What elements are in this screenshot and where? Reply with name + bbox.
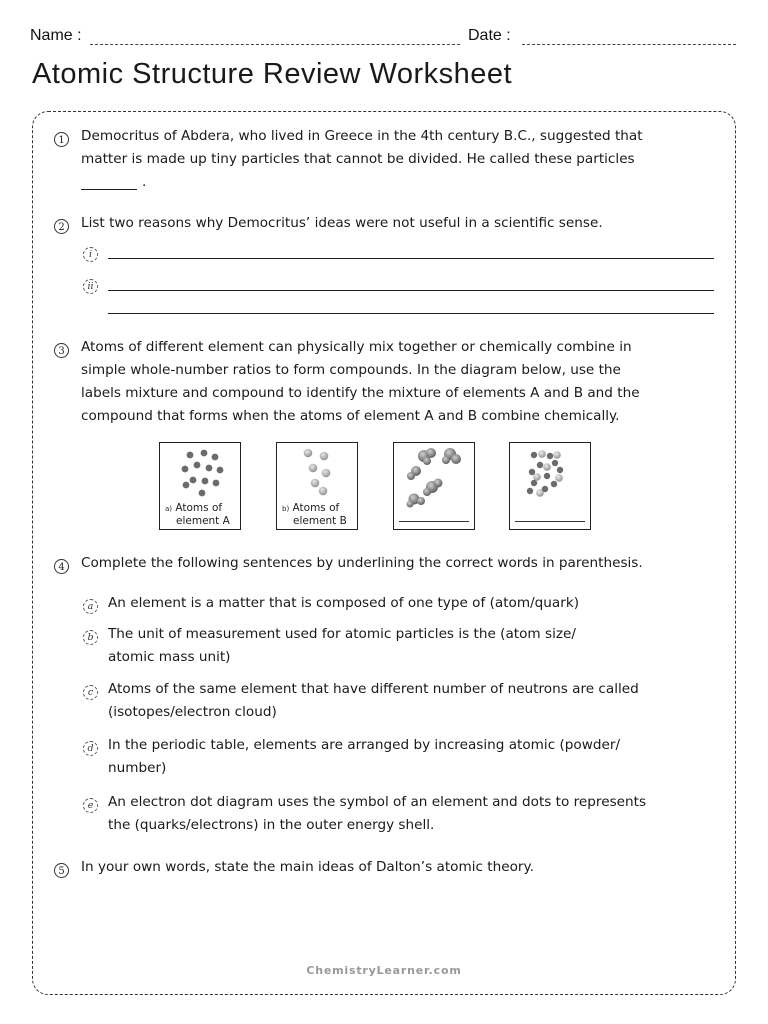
mixture-atoms — [510, 443, 590, 503]
question-4-letter-d: d — [83, 741, 98, 756]
page-title: Atomic Structure Review Worksheet — [32, 58, 513, 90]
question-1-blank-period: . — [142, 174, 147, 190]
question-4-letter-c: c — [83, 685, 98, 700]
footer-credit: ChemistryLearner.com — [306, 964, 462, 977]
date-label: Date : — [468, 27, 511, 44]
question-4e-line-2[interactable]: the (quarks/electrons) in the outer energy shell. — [108, 817, 435, 833]
question-3-line-3: labels mixture and compound to identify the mixture of elements A and B and the — [81, 385, 640, 401]
question-1-line-1: Democritus of Abdera, who lived in Greece in the 4th century B.C., suggested that — [81, 128, 643, 144]
question-4-number: 4 — [54, 559, 69, 574]
element-a-caption-line-2: element A — [176, 515, 230, 527]
question-2-answer-line-3[interactable] — [108, 313, 714, 314]
question-5-text: In your own words, state the main ideas of Dalton’s atomic theory. — [81, 859, 534, 875]
question-2-answer-line-1[interactable] — [108, 258, 714, 259]
question-1-number: 1 — [54, 132, 69, 147]
element-b-caption-line-1: b) Atoms of — [282, 502, 340, 514]
question-4b-line-1[interactable]: The unit of measurement used for atomic particles is the (atom size/ — [108, 626, 576, 642]
diagram-box-element-a — [159, 442, 241, 530]
compound-label-blank[interactable] — [399, 521, 469, 522]
question-4b-line-2[interactable]: atomic mass unit) — [108, 649, 231, 665]
question-4-letter-b: b — [83, 630, 98, 645]
compound-molecules — [394, 443, 474, 513]
question-5-number: 5 — [54, 863, 69, 878]
question-2-sub-i: i — [83, 247, 98, 262]
question-2-answer-line-2[interactable] — [108, 290, 714, 291]
question-4-text: Complete the following sentences by underlining the correct words in parenthesis. — [81, 555, 643, 571]
question-4e-line-1[interactable]: An electron dot diagram uses the symbol of an element and dots to represents — [108, 794, 647, 810]
diagram-box-element-b — [276, 442, 358, 530]
diagram-box-compound — [393, 442, 475, 530]
element-b-atoms — [277, 443, 357, 503]
question-1-line-2: matter is made up tiny particles that cannot be divided. He called these particles — [81, 151, 635, 167]
question-1-answer-blank[interactable] — [81, 189, 137, 190]
question-4-letter-a: a — [83, 599, 98, 614]
question-3-line-1: Atoms of different element can physically mix together or chemically combine in — [81, 339, 632, 355]
mixture-label-blank[interactable] — [515, 521, 585, 522]
question-2-sub-ii: ii — [83, 279, 98, 294]
question-2-number: 2 — [54, 219, 69, 234]
diagram-box-mixture — [509, 442, 591, 530]
date-field[interactable] — [522, 44, 736, 45]
question-4d-line-1[interactable]: In the periodic table, elements are arranged by increasing atomic (powder/ — [108, 737, 621, 753]
question-4c-line-2[interactable]: (isotopes/electron cloud) — [108, 704, 277, 720]
name-field[interactable] — [90, 44, 460, 45]
name-label: Name : — [30, 27, 82, 44]
question-4c-line-1[interactable]: Atoms of the same element that have different number of neutrons are called — [108, 681, 639, 697]
question-2-text: List two reasons why Democritus’ ideas were not useful in a scientific sense. — [81, 215, 603, 231]
element-a-atoms — [160, 443, 240, 503]
question-3-number: 3 — [54, 343, 69, 358]
question-3-line-2: simple whole-number ratios to form compounds. In the diagram below, use the — [81, 362, 621, 378]
question-4d-line-2[interactable]: number) — [108, 760, 167, 776]
question-3-line-4: compound that forms when the atoms of element A and B combine chemically. — [81, 408, 620, 424]
element-a-caption-line-1: a) Atoms of — [165, 502, 223, 514]
element-b-caption-line-2: element B — [293, 515, 347, 527]
question-4a-line-1[interactable]: An element is a matter that is composed of one type of (atom/quark) — [108, 595, 580, 611]
question-4-letter-e: e — [83, 798, 98, 813]
